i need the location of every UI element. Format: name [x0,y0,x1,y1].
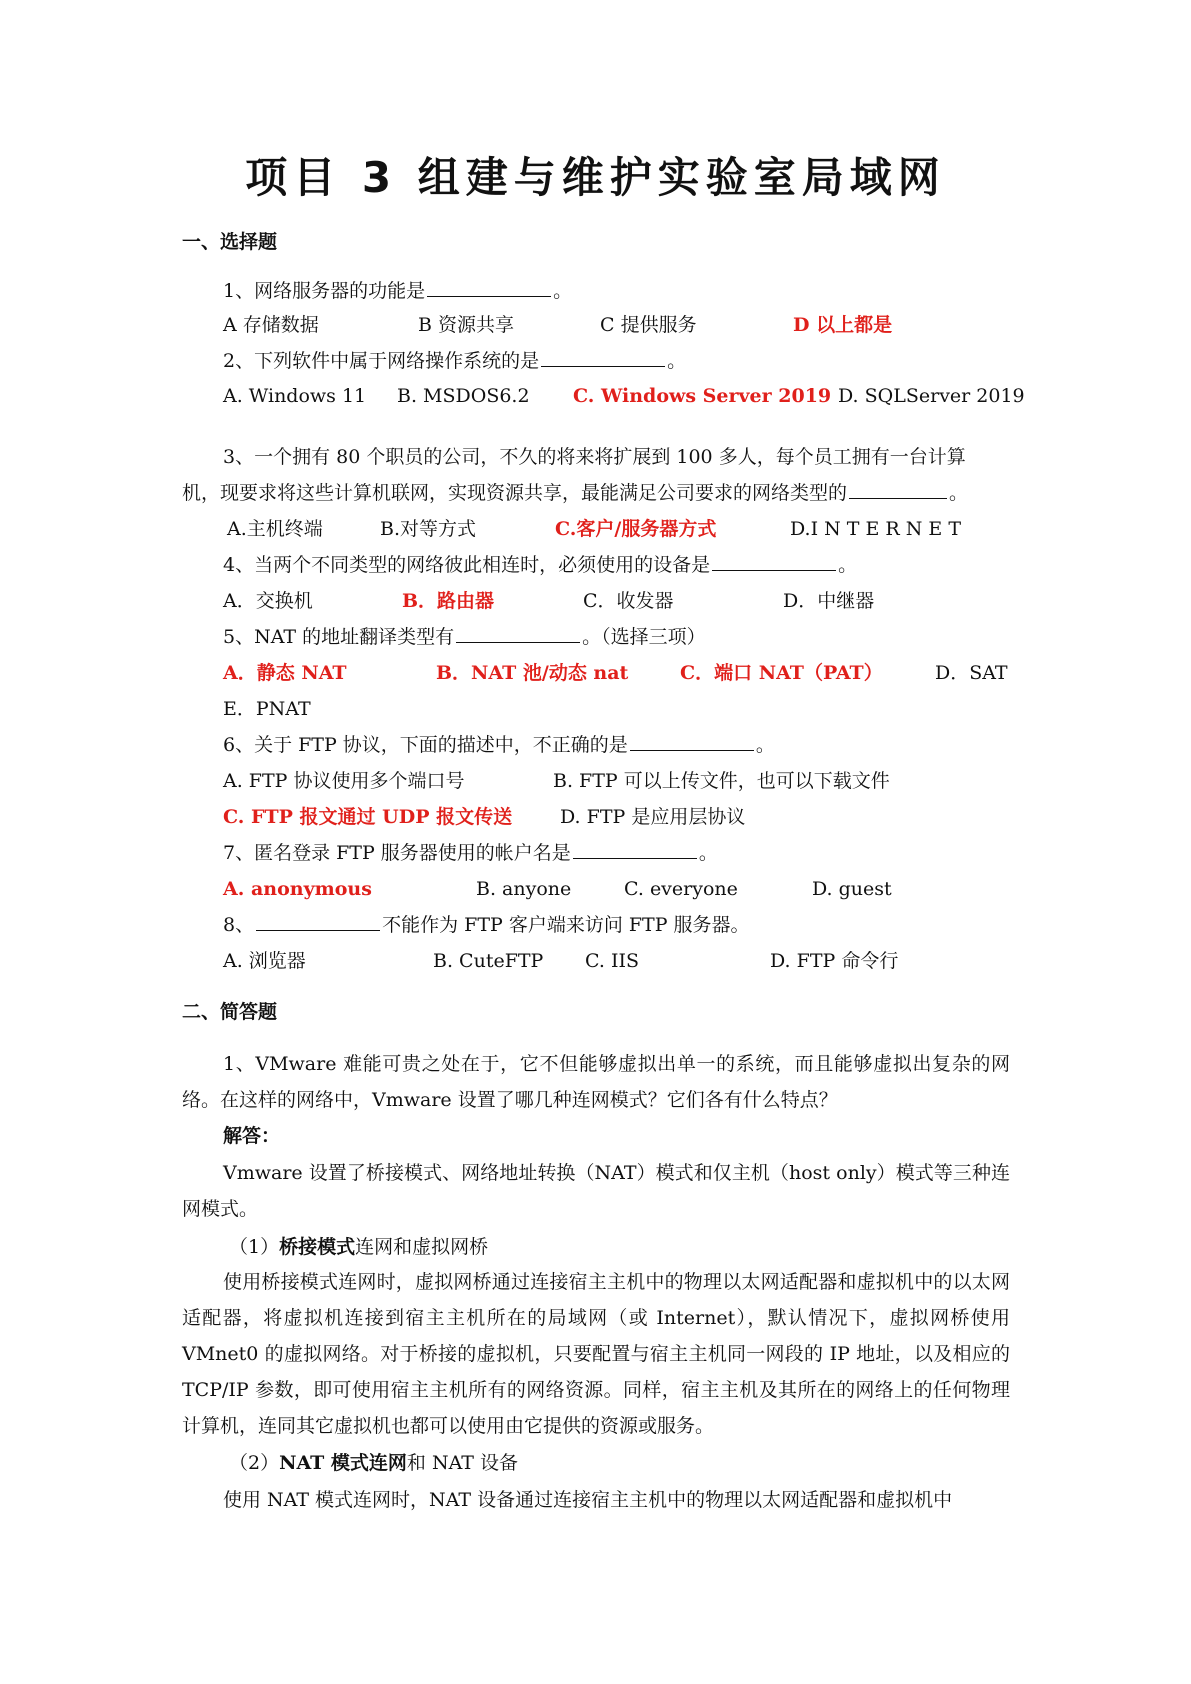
option-a: A. FTP 协议使用多个端口号 [223,770,465,792]
question-stem: 7、匿名登录 FTP 服务器使用的帐户名是 [223,842,571,864]
option-d: D．SAT [935,662,1008,684]
answer-label: 解答： [223,1125,281,1147]
option-b: B. anyone [476,878,572,900]
question-3-line-1: 3、一个拥有 80 个职员的公司，不久的将来将扩展到 100 多人，每个员工拥有一台计算 [223,446,966,468]
option-c-correct: C. FTP 报文通过 UDP 报文传送 [223,806,513,828]
option-b: B. CuteFTP [433,950,544,972]
option-b: B 资源共享 [418,314,515,336]
answer-blank [541,346,665,367]
section-heading-short-answer: 二、简答题 [182,1001,278,1023]
answer-blank [712,550,836,571]
option-b-correct: B．NAT 池/动态 nat [436,662,629,684]
option-d: D. guest [812,878,892,900]
answer-blank [256,910,380,931]
paragraph-bridge: 使用桥接模式连网时，虚拟网桥通过连接宿主主机中的物理以太网适配器和虚拟机中的以太网适配器，将虚拟机连接到宿主主机所在的局域网（或 Internet），默认情况下，虚拟网桥使用 VMnet0 的虚拟网络。对于桥接的虚拟机，只要配置与宿主主机同一网段的 IP 地址，以及相应的 TCP/IP 参数，即可使用宿主主机所有的网络资源。同样，宿主主机及其所在的网络上的任何物理计算机，连同其它虚拟机也都可以使用由它提供的资源或服务。 [182,1271,1010,1437]
option-d: D. FTP 是应用层协议 [560,806,746,828]
question-7: 7、匿名登录 FTP 服务器使用的帐户名是 。 [223,838,718,868]
section-heading-choice: 一、选择题 [182,231,278,253]
option-c: C 提供服务 [600,314,697,336]
option-a: A. 浏览器 [223,950,306,972]
option-c-correct: C．端口 NAT（PAT） [680,662,883,684]
option-d: D. FTP 命令行 [770,950,899,972]
answer-blank [573,838,697,859]
answer-blank [849,478,947,499]
option-d: D. SQLServer 2019 [838,385,1025,407]
option-b: B. FTP 可以上传文件，也可以下载文件 [553,770,890,792]
subheading-nat: （2）NAT 模式连网和 NAT 设备 [229,1452,518,1474]
question-4: 4、当两个不同类型的网络彼此相连时，必须使用的设备是 。 [223,550,857,580]
answer-blank [427,276,551,297]
paragraph-nat: 使用 NAT 模式连网时，NAT 设备通过连接宿主主机中的物理以太网适配器和虚拟机中 [223,1489,953,1511]
question-3-line-2: 机，现要求将这些计算机联网，实现资源共享，最能满足公司要求的网络类型的 。 [182,478,968,508]
option-d: D.I N T E R N E T [790,518,962,540]
option-c-correct: C. Windows Server 2019 [573,385,832,407]
option-c: C. IIS [585,950,639,972]
answer-blank [630,730,754,751]
option-c: C. everyone [624,878,738,900]
question-stem: 2、下列软件中属于网络操作系统的是 [223,350,540,372]
option-a: A 存储数据 [223,314,319,336]
option-a: A. Windows 11 [223,385,367,407]
option-b: B.对等方式 [380,518,477,540]
subheading-bridge: （1）桥接模式连网和虚拟网桥 [229,1236,489,1258]
option-d-correct: D 以上都是 [793,314,893,336]
question-8: 8、 不能作为 FTP 客户端来访问 FTP 服务器。 [223,910,750,940]
page-title: 项目 3 组建与维护实验室局域网 [245,153,946,202]
answer-intro: Vmware 设置了桥接模式、网络地址转换（NAT）模式和仅主机（host only）模式等三种连网模式。 [182,1162,1010,1220]
option-a: A．交换机 [223,590,313,612]
question-stem: 1、网络服务器的功能是 [223,280,426,302]
option-a-correct: A．静态 NAT [223,662,347,684]
question-5: 5、NAT 的地址翻译类型有 。（选择三项） [223,622,706,652]
answer-blank [456,622,580,643]
option-d: D．中继器 [783,590,875,612]
option-e: E．PNAT [223,698,311,720]
question-stem: 不能作为 FTP 客户端来访问 FTP 服务器。 [382,914,750,936]
question-stem: 6、关于 FTP 协议，下面的描述中，不正确的是 [223,734,628,756]
question-6: 6、关于 FTP 协议，下面的描述中，不正确的是 。 [223,730,775,760]
question-1: 1、网络服务器的功能是 。 [223,276,572,306]
short-answer-question-1: 1、VMware 难能可贵之处在于，它不但能够虚拟出单一的系统，而且能够虚拟出复杂的网络。在这样的网络中，Vmware 设置了哪几种连网模式？它们各有什么特点？ [182,1053,1010,1111]
option-a-correct: A. anonymous [223,878,372,900]
option-a: A.主机终端 [227,518,323,540]
question-stem: 4、当两个不同类型的网络彼此相连时，必须使用的设备是 [223,554,711,576]
option-c: C．收发器 [583,590,674,612]
option-c-correct: C.客户/服务器方式 [555,518,717,540]
option-b-correct: B．路由器 [402,590,495,612]
question-stem: 5、NAT 的地址翻译类型有 [223,626,455,648]
question-2: 2、下列软件中属于网络操作系统的是 。 [223,346,686,376]
option-b: B. MSDOS6.2 [397,385,530,407]
